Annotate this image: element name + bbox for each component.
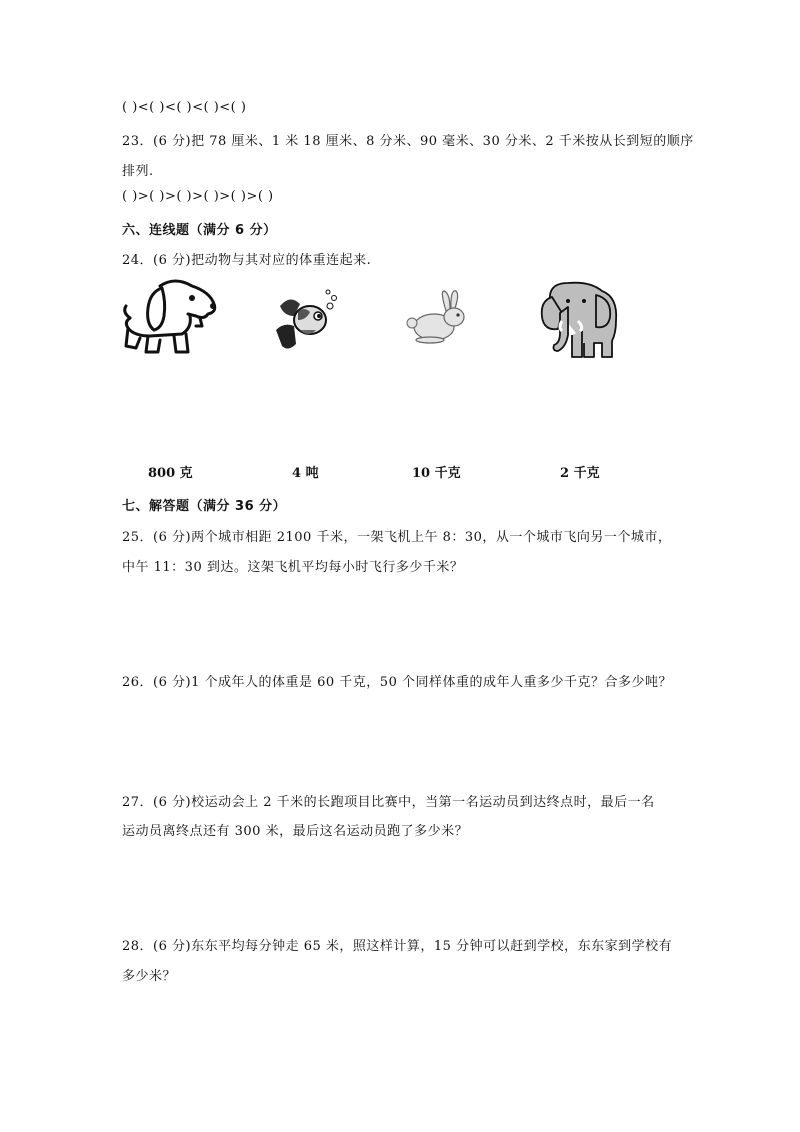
elephant-icon [538,277,620,359]
q25-text-line1: 25．(6 分)两个城市相距 2100 千米，一架飞机上午 8：30，从一个城市飞向另一个城市， [122,530,672,545]
weight-option: 800 克 [148,466,193,481]
q27-text-line1: 27．(6 分)校运动会上 2 千米的长跑项目比赛中，当第一名运动员到达终点时，最后一名 [122,795,655,810]
section6-heading: 六、连线题（满分 6 分） [122,223,277,238]
q27-text-line2: 运动员离终点还有 300 米，最后这名运动员跑了多少米？ [122,824,469,839]
q23-blanks: ( )>( )>( )>( )>( )>( ) [122,189,274,204]
weight-option: 4 吨 [292,466,319,481]
q23-text-line2: 排列. [122,164,154,179]
goldfish-icon [270,286,340,356]
q24-text: 24．(6 分)把动物与其对应的体重连起来. [122,253,372,268]
rabbit-image [406,289,468,345]
dog-icon [120,278,218,356]
goldfish-image [270,286,340,356]
q25-text-line2: 中午 11：30 到达。这架飞机平均每小时飞行多少千米？ [122,560,464,575]
rabbit-icon [406,289,468,345]
weight-option: 10 千克 [412,466,461,481]
weight-option: 2 千克 [560,466,600,481]
q23-text-line1: 23．(6 分)把 78 厘米、1 米 18 厘米、8 分米、90 毫米、30 分米、2 千米按从长到短的顺序 [122,134,694,149]
q28-text-line1: 28．(6 分)东东平均每分钟走 65 米，照这样计算，15 分钟可以赶到学校，东东家到学校有 [122,939,673,954]
dog-image [120,278,218,356]
q22-blanks: ( )<( )<( )<( )<( ) [122,100,247,115]
q28-text-line2: 多少米？ [122,969,177,984]
q26-text-line1: 26．(6 分)1 个成年人的体重是 60 千克，50 个同样体重的成年人重多少千克？合多少吨？ [122,675,672,690]
section7-heading: 七、解答题（满分 36 分） [122,499,287,514]
elephant-image [538,277,620,359]
